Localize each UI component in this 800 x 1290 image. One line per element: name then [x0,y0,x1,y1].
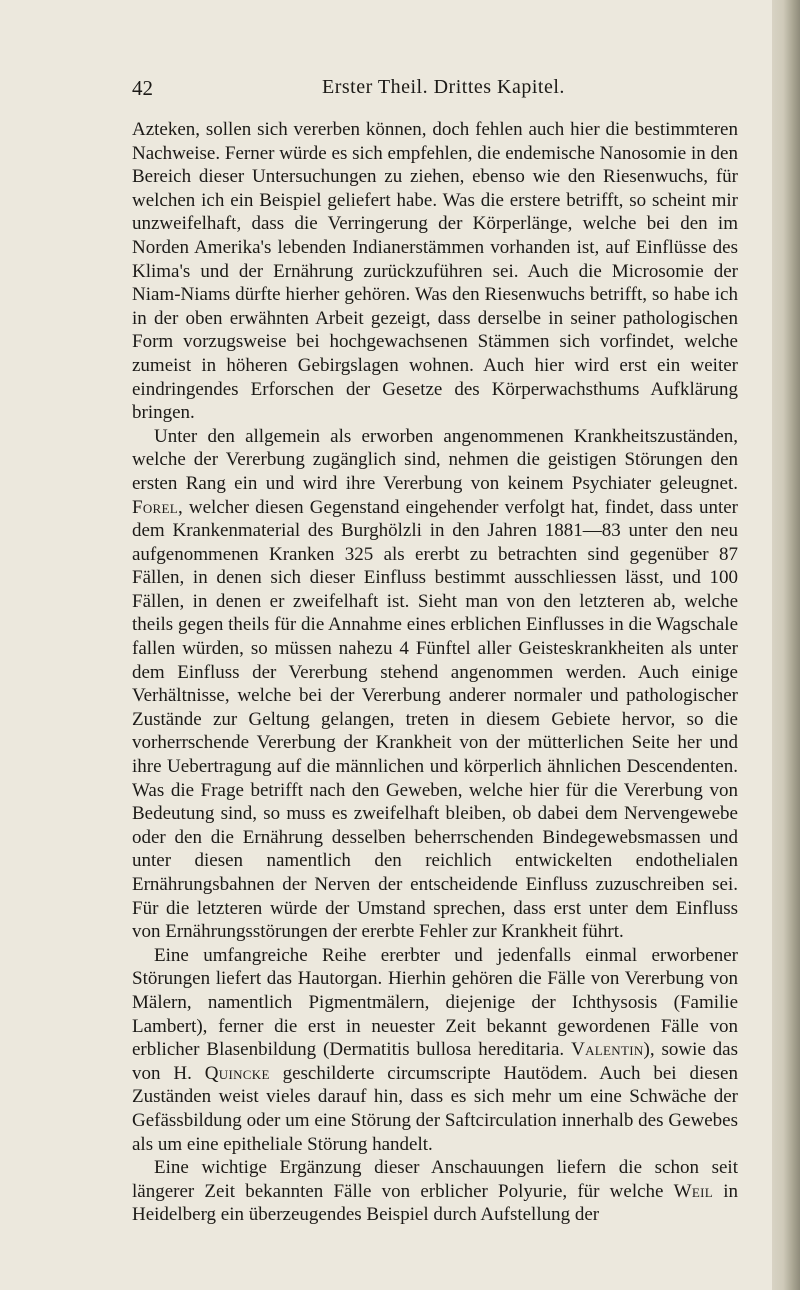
body-text [132,118,738,1227]
paragraph-text: Unter den allgemein als erworben angenommenen Krankheitszuständen, welche der Vererbung zugänglich sind, nehmen die geistigen Störungen den ersten Rang ein und wird ihre Vererbung von keinem Psychiater geleugnet. [132,425,738,494]
paragraph-text: Azteken, sollen sich vererben können, doch fehlen auch hier die bestimmteren Nachweise. Ferner würde es sich empfehlen, die endemische Nanosomie in den Bereich dieser Untersuchungen zu ziehen, ebenso wie den Riesenwuchs, für welchen ich ein Beispiel geliefert habe. Was die erstere betrifft, so scheint mir unzweifelhaft, dass die Verringerung der Körperlänge, welche bei den im Norden Amerika's lebenden Indianerstämmen vorhanden ist, auf Einflüsse des Klima's und der Ernährung zurückzuführen sei. Auch die Microsomie der Niam-Niams dürfte hierher gehören. Was den Riesenwuchs betrifft, so habe ich in der oben erwähnten Arbeit gezeigt, dass derselbe in seiner pathologischen Form vorzugsweise bei hochgewachsenen Stämmen sich vorfindet, welche zumeist in höheren Gebirgslagen wohnen. Auch hier wird erst ein weiter eindringendes Erforschen der Gesetze des Körperwachsthums Aufklärung bringen. [132,119,738,424]
paragraph-text: in Heidelberg ein überzeugendes Beispiel durch Aufstellung der [132,1180,738,1226]
paragraph [132,425,738,944]
running-title: Erster Theil. Drittes Kapitel. [322,76,565,98]
author-name: Valentin [571,1039,644,1061]
paragraph [132,118,738,425]
author-name: Weil [673,1180,714,1202]
page-header [132,76,732,106]
paragraph [132,1156,738,1227]
paragraph-text: , welcher diesen Gegenstand eingehender verfolgt hat, findet, dass unter dem Krankenmaterial des Burghölzli in den Jahren 1881—83 unter den neu aufgenommenen Kranken 325 als ererbt zu betrachten sind gegenüber 87 Fällen, in denen sich dieser Einfluss bestimmt ausschliessen lässt, und 100 Fällen, in denen er zweifelhaft ist. Sieht man von den letzteren ab, welche theils gegen theils für die Annahme eines erblichen Einflusses in die Wagschale fallen würden, so müssen nahezu 4 Fünftel aller Geisteskrankheiten als unter dem Einfluss der Vererbung stehend angenommen werden. Auch einige Verhältnisse, welche bei der Vererbung anderer normaler und pathologischer Zustände zur Geltung gelangen, treten in diesem Gebiete hervor, so die vorherrschende Vererbung der Krankheit von der mütterlichen Seite her und ihre Uebertragung auf die männlichen und körperlich ähnlichen Descendenten. Was die Frage betrifft nach den Geweben, welche hier für die Vererbung von Bedeutung sind, so muss es zweifelhaft bleiben, ob dabei dem Nervengewebe oder den die Ernährung desselben beherrschenden Bindegewebsmassen und unter diesen namentlich den reichlich entwickelten endothelialen Ernährungsbahnen der Nerven der entscheidende Einfluss zuzuschreiben sei. Für die letzteren würde der Umstand sprechen, dass erst unter dem Einfluss von Ernährungsstörungen der ererbte Fehler zur Krankheit führt. [132,496,738,943]
paragraph [132,944,738,1156]
page-binding-edge [772,0,800,1290]
author-name: Quincke [204,1062,270,1084]
paragraph-text: Eine umfangreiche Reihe ererbter und jedenfalls einmal erworbener Störungen liefert das Hautorgan. Hierhin gehören die Fälle von Vererbung von Mälern, namentlich Pigmentmälern, diejenige der Ichthysosis (Familie Lambert), ferner die erst in neuester Zeit bekannt gewordenen Fälle von erblicher Blasenbildung (Dermatitis bullosa hereditaria. [132,944,738,1061]
page-number: 42 [132,76,153,100]
author-name: Forel [132,496,179,518]
paragraph-text: Eine wichtige Ergänzung dieser Anschauungen liefern die schon seit längerer Zeit bekannten Fälle von erblicher Polyurie, für welche [132,1157,738,1202]
paragraph-text: geschilderte circumscripte Hautödem. Auch bei diesen Zuständen weist vieles darauf hin, dass es sich mehr um eine Schwäche der Gefässbildung oder um eine Störung der Saftcirculation innerhalb des Gewebes als um eine epitheliale Störung handelt. [132,1062,738,1155]
paragraph-text: ), sowie das von H. [132,1039,739,1084]
